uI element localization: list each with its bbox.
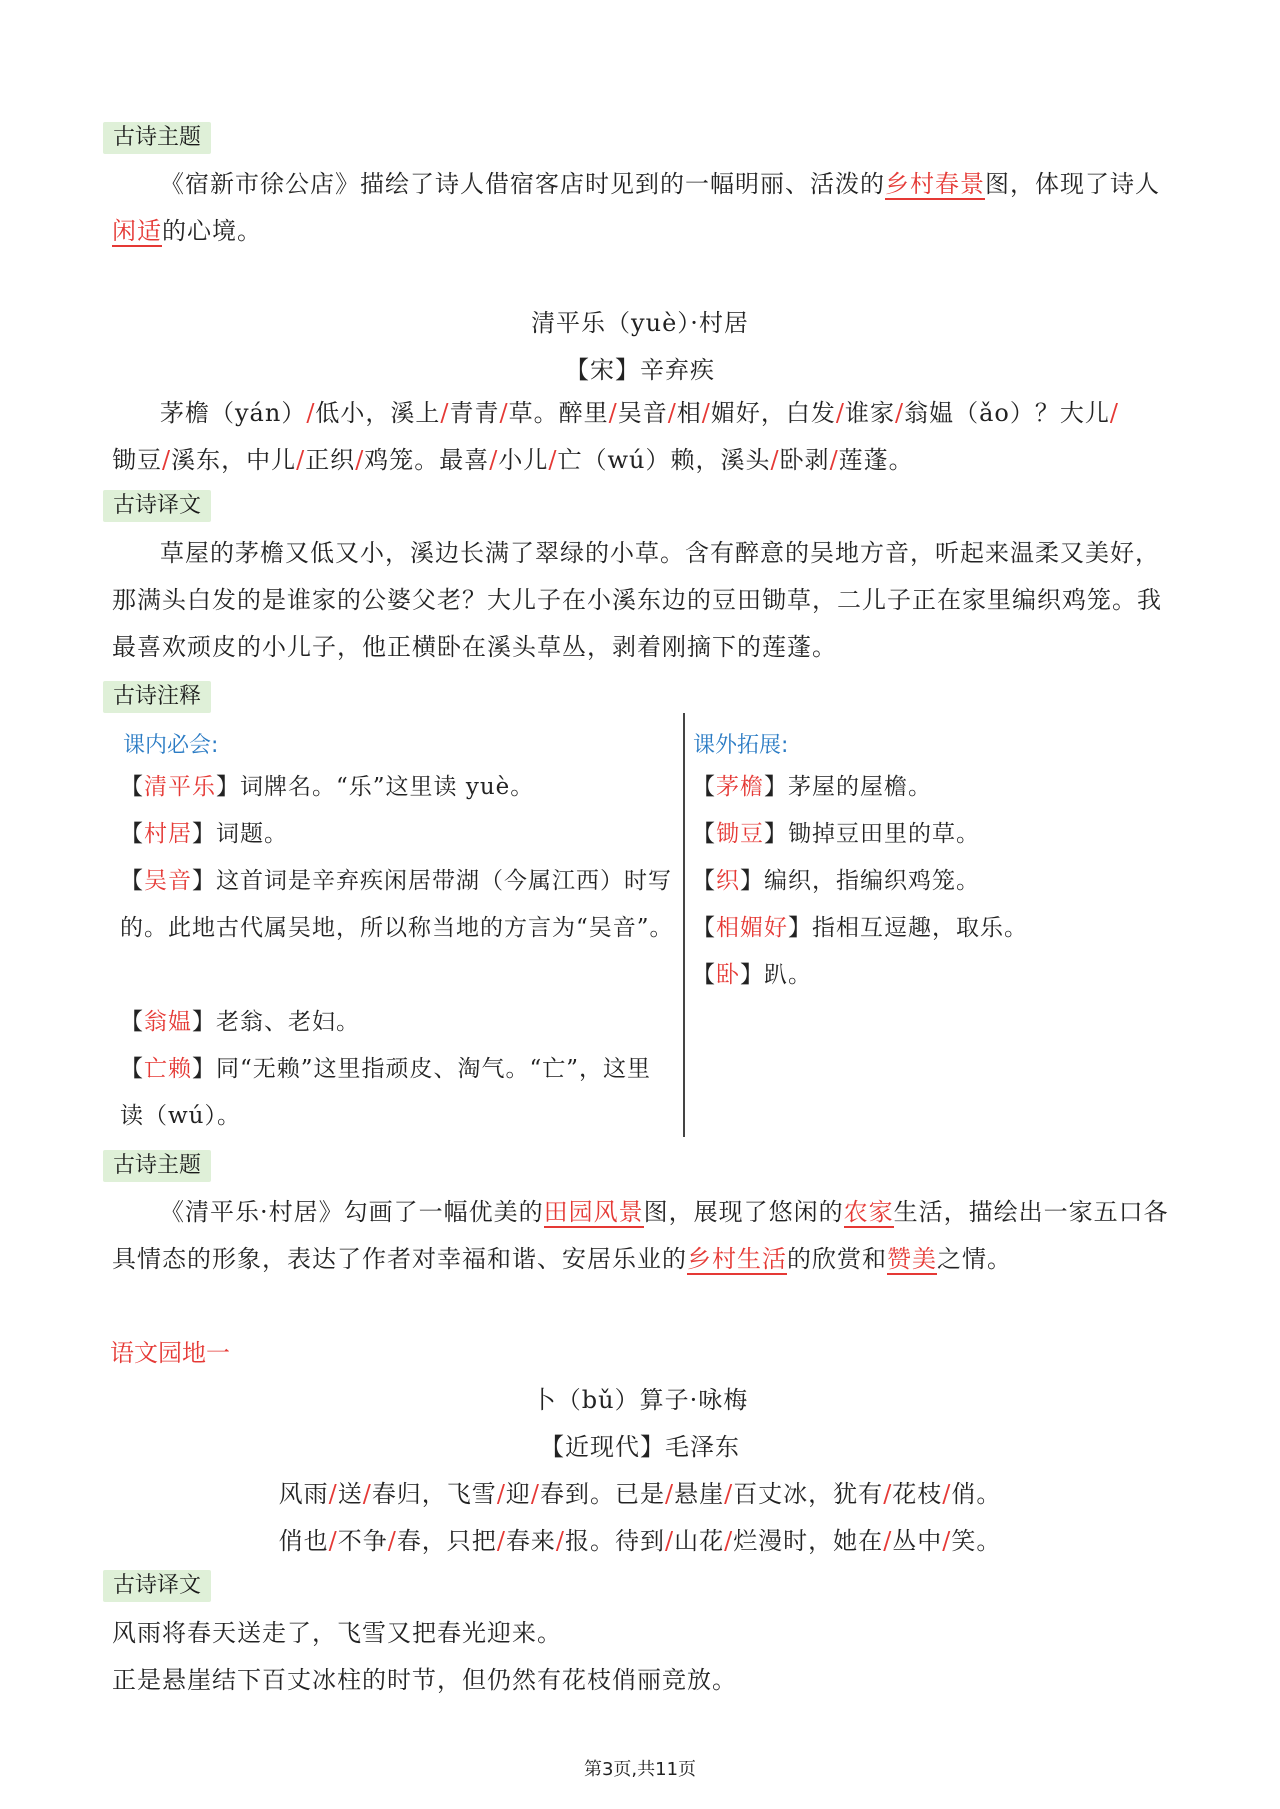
note-item: 【翁媪】老翁、老妇。 [120, 1009, 360, 1035]
note-item: 【吴音】这首词是辛弃疾闲居带湖（今属江西）时写的。此地古代属吴地，所以称当地的方言为“吴音”。 [120, 868, 674, 941]
section-tag-theme: 古诗主题 [103, 122, 211, 154]
notes-divider [683, 713, 685, 1137]
note-item: 【亡赖】同“无赖”这里指顽皮、淘气。“亡”，这里读（wú）。 [120, 1056, 652, 1129]
note-item: 【清平乐】词牌名。“乐”这里读 yuè。 [120, 774, 535, 800]
theme-paragraph: 《清平乐·村居》勾画了一幅优美的田园风景图，展现了悠闲的农家生活，描绘出一家五口各具情态的形象，表达了作者对幸福和谐、安居乐业的乡村生活的欣赏和赞美之情。 [112, 1198, 1169, 1273]
page-number: 第3页,共11页 [583, 1759, 697, 1780]
note-item: 【织】编织，指编织鸡笼。 [692, 868, 980, 894]
section-tag-translation: 古诗译文 [103, 1570, 211, 1602]
poem-title: 卜（bǔ）算子·咏梅 [531, 1386, 749, 1414]
note-item: 【村居】词题。 [120, 821, 288, 847]
section-heading: 语文园地一 [110, 1339, 230, 1367]
note-item: 【卧】趴。 [692, 962, 812, 988]
notes-left-heading: 课内必会: [123, 733, 219, 758]
translation-line: 风雨将春天送走了，飞雪又把春光迎来。 [112, 1619, 562, 1647]
translation-paragraph: 草屋的茅檐又低又小，溪边长满了翠绿的小草。含有醉意的吴地方音，听起来温柔又美好，那满头白发的是谁家的公婆父老？大儿子在小溪东边的豆田锄草，二儿子正在家里编织鸡笼。我最喜欢顽皮的小儿子，他正横卧在溪头草丛，剥着刚摘下的莲蓬。 [112, 539, 1162, 661]
note-item: 【相媚好】指相互逗趣，取乐。 [692, 915, 1028, 941]
theme-paragraph: 《宿新市徐公店》描绘了诗人借宿客店时见到的一幅明丽、活泼的乡村春景图，体现了诗人闲适的心境。 [112, 170, 1160, 245]
section-tag-notes: 古诗注释 [103, 681, 211, 713]
poem-author: 【近现代】毛泽东 [540, 1433, 740, 1461]
section-tag-theme: 古诗主题 [103, 1150, 211, 1182]
poem-author: 【宋】辛弃疾 [565, 356, 715, 384]
notes-right-heading: 课外拓展: [693, 733, 789, 758]
section-tag-translation: 古诗译文 [103, 490, 211, 522]
note-item: 【锄豆】锄掉豆田里的草。 [692, 821, 980, 847]
poem-text-line2: 锄豆/溪东，中儿/正织/鸡笼。最喜/小儿/亡（wú）赖，溪头/卧剥/莲蓬。 [112, 446, 914, 474]
poem-line: 俏也/不争/春，只把/春来/报。待到/山花/烂漫时，她在/丛中/笑。 [278, 1527, 1002, 1555]
poem-line: 风雨/送/春归，飞雪/迎/春到。已是/悬崖/百丈冰，犹有/花枝/俏。 [278, 1480, 1002, 1508]
poem-title: 清平乐（yuè）·村居 [531, 309, 749, 337]
poem-text: 茅檐（yán）/低小，溪上/青青/草。醉里/吴音/相/媚好，白发/谁家/翁媪（ǎo）？大儿/ [160, 399, 1119, 427]
note-item: 【茅檐】茅屋的屋檐。 [692, 774, 932, 800]
translation-line: 正是悬崖结下百丈冰柱的时节，但仍然有花枝俏丽竞放。 [112, 1666, 737, 1694]
